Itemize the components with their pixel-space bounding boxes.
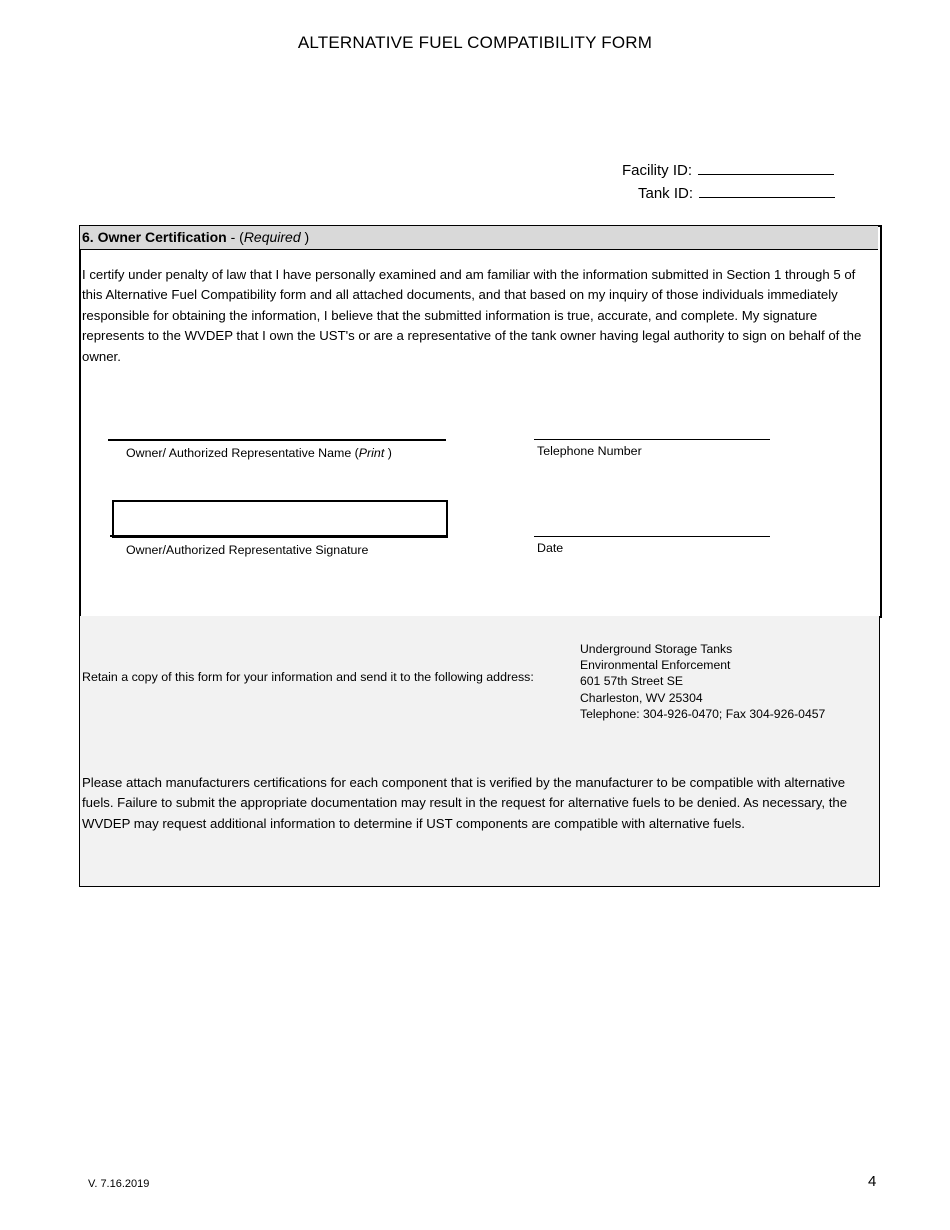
tank-id-field[interactable] xyxy=(699,183,835,198)
page-number: 4 xyxy=(868,1173,877,1190)
signature-label: Owner/Authorized Representative Signature xyxy=(126,543,369,557)
form-title: ALTERNATIVE FUEL COMPATIBILITY FORM xyxy=(297,33,653,52)
required-label: Required xyxy=(243,229,301,245)
section-header xyxy=(82,229,309,245)
facility-id-label: Facility ID: xyxy=(622,162,693,179)
telephone-label: Telephone Number xyxy=(537,444,642,458)
retain-copy-instruction: Retain a copy of this form for your information and send it to the following address: xyxy=(82,670,534,684)
name-label-prefix: Owner/ Authorized Representative Name ( xyxy=(126,446,359,460)
address-line: Telephone: 304-926-0470; Fax 304-926-0457 xyxy=(580,706,826,721)
signature-underline xyxy=(110,535,448,537)
form-version: V. 7.16.2019 xyxy=(88,1178,150,1190)
name-print-field[interactable] xyxy=(108,439,446,441)
facility-id-field[interactable] xyxy=(698,160,834,175)
tank-id-row xyxy=(638,183,835,202)
attachment-instructions: Please attach manufacturers certifications for each component that is verified by the manufacturer to be compatible with alternative fuels. Failure to submit the appropriate documentation may result in the request for alternative fuels to be denied. As necessary, the WVDEP may request additional information to determine if UST components are compatible with alternative fuels. xyxy=(82,775,848,831)
date-field[interactable] xyxy=(534,536,770,537)
certification-statement: I certify under penalty of law that I have personally examined and am familiar with the information submitted in Section 1 through 5 of this Alternative Fuel Compatibility form and all attached documents, and that based on my inquiry of those individuals immediately responsible for obtaining the information, I believe that the submitted information is true, accurate, and complete. My signature represents to the WVDEP that I own the UST's or are a representative of the tank owner having legal authority to sign on behalf of the owner. xyxy=(82,267,862,364)
address-line: 601 57th Street SE xyxy=(580,674,683,689)
signature-field[interactable] xyxy=(112,500,448,538)
address-line: Underground Storage Tanks xyxy=(580,642,733,656)
facility-id-row xyxy=(622,160,834,179)
section-title: 6. Owner Certification xyxy=(82,229,227,245)
tank-id-label: Tank ID: xyxy=(638,185,694,202)
address-line: Charleston, WV 25304 xyxy=(580,690,703,705)
section-title-close: ) xyxy=(300,229,310,245)
date-label: Date xyxy=(537,541,564,555)
address-line: Environmental Enforcement xyxy=(580,658,731,673)
mailing-address xyxy=(580,641,825,722)
section-title-separator: - ( xyxy=(226,229,244,245)
name-label-print: Print xyxy=(358,446,385,460)
telephone-field[interactable] xyxy=(534,439,770,440)
name-print-label xyxy=(126,446,392,460)
name-label-suffix: ) xyxy=(384,446,392,460)
